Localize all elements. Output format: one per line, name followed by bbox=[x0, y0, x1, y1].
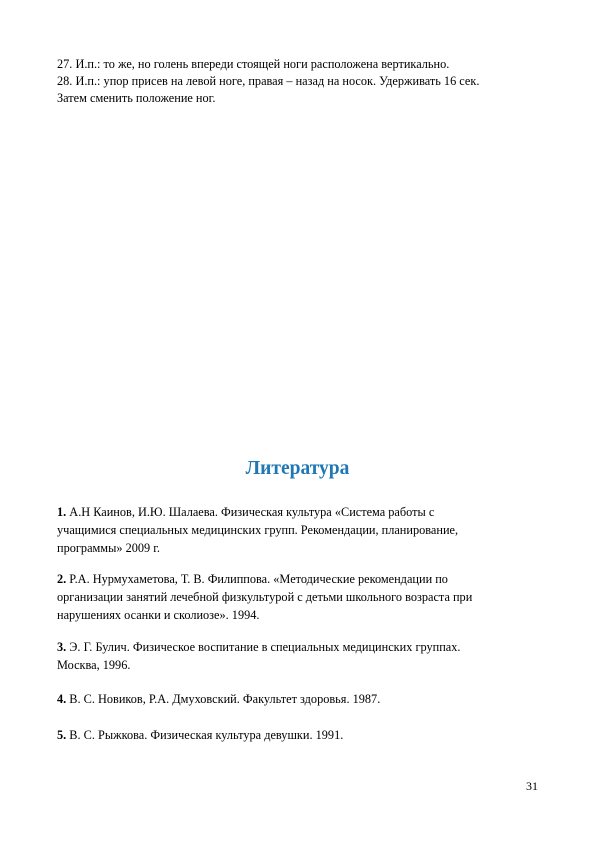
reference-text: А.Н Каинов, И.Ю. Шалаева. Физическая культура «Система работы с bbox=[66, 505, 435, 519]
reference-number: 5. bbox=[57, 728, 67, 742]
reference-text: учащимися специальных медицинских групп. Рекомендации, планирование, bbox=[57, 523, 459, 537]
reference-text: Р.А. Нурмухаметова, Т. В. Филиппова. «Методические рекомендации по bbox=[66, 572, 448, 586]
reference-text: организации занятий лечебной физкультурой с детьми школьного возраста при bbox=[57, 590, 473, 604]
reference-number: 3. bbox=[57, 640, 67, 654]
reference-text: В. С. Рыжкова. Физическая культура девушки. 1991. bbox=[66, 728, 344, 742]
exercise-28-continuation: Затем сменить положение ног. bbox=[57, 91, 216, 105]
reference-item bbox=[57, 638, 552, 674]
reference-number: 4. bbox=[57, 692, 67, 706]
exercise-28-line: 28. И.п.: упор присев на левой ноге, правая – назад на носок. Удерживать 16 сек. bbox=[57, 74, 480, 88]
reference-item bbox=[57, 570, 552, 624]
exercise-paragraph bbox=[57, 56, 547, 107]
reference-number: 1. bbox=[57, 505, 67, 519]
reference-text: Э. Г. Булич. Физическое воспитание в специальных медицинских группах. bbox=[66, 640, 461, 654]
reference-text: нарушениях осанки и сколиозе». 1994. bbox=[57, 608, 260, 622]
page-number: 31 bbox=[526, 779, 538, 793]
literature-heading: Литература bbox=[245, 458, 350, 479]
reference-text: В. С. Новиков, Р.А. Дмуховский. Факультет здоровья. 1987. bbox=[66, 692, 381, 706]
reference-text: Москва, 1996. bbox=[57, 658, 131, 672]
reference-number: 2. bbox=[57, 572, 67, 586]
reference-item bbox=[57, 690, 552, 708]
reference-item bbox=[57, 726, 552, 744]
reference-text: программы» 2009 г. bbox=[57, 541, 160, 555]
reference-item bbox=[57, 503, 552, 557]
exercise-27-line: 27. И.п.: то же, но голень впереди стоящей ноги расположена вертикально. bbox=[57, 57, 450, 71]
